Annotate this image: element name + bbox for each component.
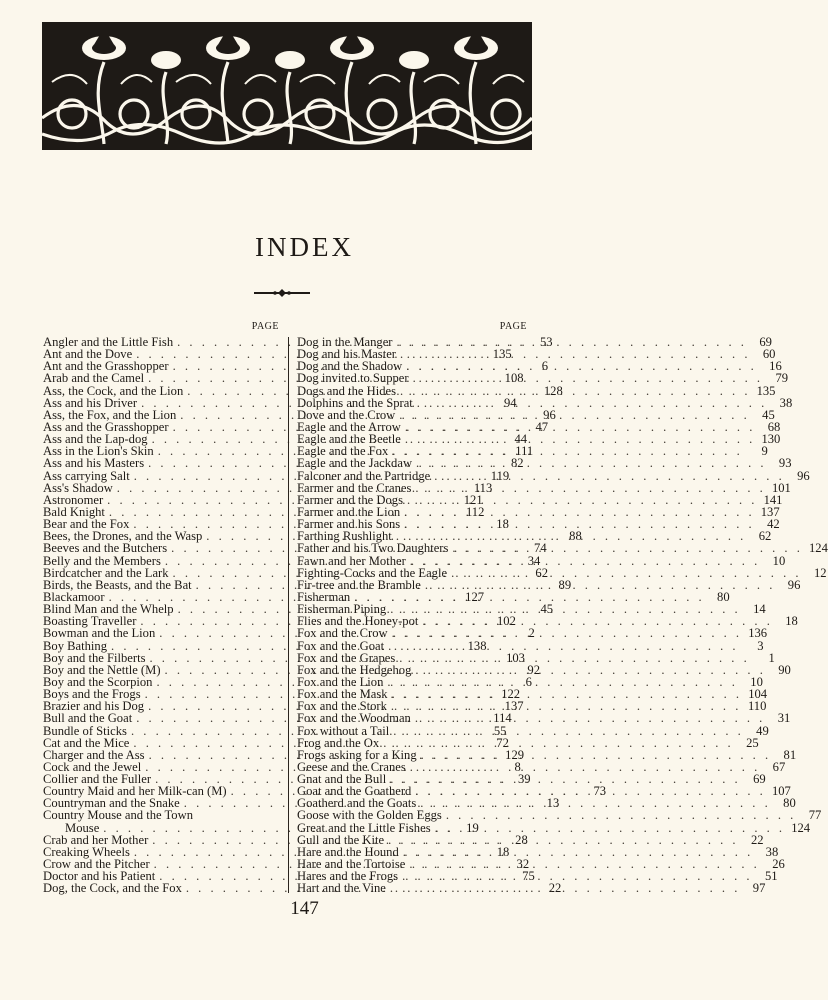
index-entry bbox=[297, 808, 822, 823]
page-ref: 3 bbox=[757, 638, 764, 653]
page-ref: 31 bbox=[777, 711, 791, 726]
page-ref: 67 bbox=[772, 759, 786, 774]
dot-leader bbox=[448, 542, 802, 554]
page-ref: 34 bbox=[527, 553, 541, 568]
index-entry bbox=[297, 711, 791, 726]
fable-title: Goat and the Goatherd bbox=[297, 784, 412, 799]
page-ref: 8 bbox=[514, 759, 521, 774]
page-ref: 75 bbox=[522, 869, 535, 884]
fable-title: Doctor and his Patient bbox=[43, 869, 156, 884]
page-ref: 93 bbox=[778, 456, 792, 471]
fable-title: Birds, the Beasts, and the Bat bbox=[43, 577, 192, 592]
page-ref: 97 bbox=[752, 881, 766, 896]
page-ref: 124 bbox=[791, 820, 811, 835]
page-ref: 9 bbox=[761, 444, 768, 459]
fable-title: Fawn and her Mother bbox=[297, 553, 406, 568]
dot-leader bbox=[395, 652, 749, 664]
page-ref: 113 bbox=[473, 480, 493, 495]
dot-leader bbox=[389, 725, 743, 737]
fable-title: Ass in the Lion's Skin bbox=[43, 444, 154, 459]
page-ref: 49 bbox=[756, 723, 769, 738]
page-ref: 6 bbox=[541, 359, 549, 374]
page-ref: 1 bbox=[768, 650, 775, 665]
page-ref: 38 bbox=[779, 395, 793, 410]
page-ref: 96 bbox=[787, 577, 801, 592]
fable-title: Dog invited to Supper bbox=[297, 371, 409, 386]
page-ref: 111 bbox=[515, 444, 534, 459]
page-ref: 19 bbox=[466, 820, 479, 835]
fable-title: Ass's Shadow bbox=[43, 480, 113, 495]
fable-title: Bald Knight bbox=[43, 504, 105, 519]
fable-title: Goose with the Golden Eggs bbox=[297, 808, 442, 823]
fable-title: Boasting Traveller bbox=[43, 614, 137, 629]
fable-title: Boy and the Scorpion bbox=[43, 674, 153, 689]
index-entry bbox=[297, 723, 769, 738]
fable-title: Fisherman bbox=[297, 589, 351, 604]
page-ref: 73 bbox=[593, 784, 607, 799]
page-ref: 128 bbox=[543, 383, 563, 398]
fable-title: Farmer and the Dogs bbox=[297, 492, 403, 507]
fable-title: Fox and the Lion bbox=[297, 674, 384, 689]
page-ref: 25 bbox=[746, 735, 759, 750]
page-ref: 89 bbox=[558, 577, 572, 592]
dot-leader bbox=[431, 822, 785, 834]
fable-title: Cat and the Mice bbox=[43, 735, 130, 750]
page-ref: 22 bbox=[750, 832, 764, 847]
fable-title: Farmer and the Lion bbox=[297, 504, 401, 519]
dot-leader bbox=[396, 385, 750, 397]
page-ref: 69 bbox=[753, 772, 766, 787]
index-entry bbox=[297, 735, 759, 750]
fable-title: Eagle and the Beetle bbox=[297, 432, 401, 447]
page-ref: 69 bbox=[759, 335, 772, 349]
fable-title: Bundle of Sticks bbox=[43, 723, 127, 738]
page-ref: 55 bbox=[493, 723, 507, 738]
index-entry bbox=[297, 650, 775, 665]
page-ref: 28 bbox=[515, 832, 528, 847]
fable-title: Ass and his Driver bbox=[43, 395, 138, 410]
page-ref: 104 bbox=[748, 687, 768, 702]
fable-title: Arab and the Camel bbox=[43, 371, 145, 386]
fable-title: Fox and the Grapes bbox=[297, 650, 396, 665]
page-ref: 141 bbox=[763, 492, 783, 507]
page-ref: 121 bbox=[463, 492, 483, 507]
page-ref: 60 bbox=[762, 347, 776, 362]
fable-title: Charger and the Ass bbox=[43, 747, 145, 762]
fable-title: Hare and the Tortoise bbox=[297, 857, 406, 872]
page-ref: 53 bbox=[540, 335, 553, 349]
fable-title: Dog, the Cock, and the Fox bbox=[43, 881, 182, 896]
fable-title: Bowman and the Lion bbox=[43, 626, 156, 641]
column-divider bbox=[288, 337, 289, 893]
page-ref: 129 bbox=[505, 747, 525, 762]
fable-title: Cock and the Jewel bbox=[43, 759, 142, 774]
page-ref: 90 bbox=[778, 662, 791, 677]
dot-leader bbox=[412, 457, 766, 469]
fable-title: Countryman and the Snake bbox=[43, 796, 180, 811]
page-ref: 6 bbox=[525, 674, 532, 689]
fable-title: Boy and the Filberts bbox=[43, 650, 146, 665]
fable-title: Belly and the Members bbox=[43, 553, 161, 568]
fable-title: Boy and the Nettle (M) bbox=[43, 662, 161, 677]
dot-leader bbox=[388, 627, 742, 639]
fable-title: Hart and the Vine bbox=[297, 881, 386, 896]
fable-title: Eagle and the Arrow bbox=[297, 419, 401, 434]
page-ref: 39 bbox=[517, 772, 531, 787]
fable-title: Flies and the Honey-pot bbox=[297, 614, 419, 629]
fable-title: Ant and the Grasshopper bbox=[43, 359, 169, 374]
page-column-header: PAGE bbox=[251, 321, 279, 332]
page-ref: 112 bbox=[465, 504, 485, 519]
fable-title: Birdcatcher and the Lark bbox=[43, 565, 169, 580]
page-ref: 130 bbox=[761, 432, 781, 447]
page-ref: 137 bbox=[504, 699, 524, 714]
page-ref: 82 bbox=[510, 456, 524, 471]
page-ref: 44 bbox=[514, 432, 528, 447]
dot-leader bbox=[406, 555, 760, 567]
fable-title: Fox and the Goat bbox=[297, 638, 385, 653]
fable-title: Fox and the Mask bbox=[297, 687, 388, 702]
page-ref: 107 bbox=[771, 784, 791, 799]
page-ref: 108 bbox=[504, 371, 524, 386]
index-entry bbox=[297, 371, 789, 386]
fable-title: Brazier and his Dog bbox=[43, 699, 145, 714]
page-ref: 74 bbox=[534, 541, 547, 556]
dot-leader bbox=[411, 712, 765, 724]
dot-leader bbox=[430, 470, 784, 482]
title-ornamental-rule bbox=[254, 288, 310, 298]
page-ref: 77 bbox=[808, 808, 822, 823]
dot-leader bbox=[447, 567, 801, 579]
fable-title: Gnat and the Bull bbox=[297, 772, 387, 787]
fable-title: Fox without a Tail bbox=[297, 723, 390, 738]
page-ref: 96 bbox=[797, 468, 810, 483]
fable-title: Fisherman Piping bbox=[297, 602, 387, 617]
fable-title: Boys and the Frogs bbox=[43, 687, 141, 702]
page-ref: 88 bbox=[569, 529, 582, 544]
fable-title: Country Mouse and the Town bbox=[43, 808, 193, 823]
fable-title: Blind Man and the Whelp bbox=[43, 602, 174, 617]
page-ref: 10 bbox=[772, 553, 786, 568]
page-ref: 10 bbox=[750, 674, 763, 689]
page-ref: 51 bbox=[764, 869, 778, 884]
page-ref: 14 bbox=[753, 602, 766, 617]
index-entry bbox=[43, 809, 279, 821]
fable-title: Dog in the Manger bbox=[297, 335, 393, 349]
fable-title: Father and his Two Daughters bbox=[297, 541, 449, 556]
page-ref: 68 bbox=[767, 419, 781, 434]
index-entry bbox=[297, 480, 791, 495]
page-ref: 62 bbox=[758, 529, 772, 544]
page-ref: 47 bbox=[535, 419, 549, 434]
fable-title: Blackamoor bbox=[43, 589, 105, 604]
page-ref: 45 bbox=[540, 602, 554, 617]
fable-title: Fox and the Woodman bbox=[297, 711, 411, 726]
page-ref: 138 bbox=[467, 638, 487, 653]
fable-title: Frogs asking for a King bbox=[297, 747, 417, 762]
page-ref: 136 bbox=[748, 626, 768, 641]
page-ref: 32 bbox=[516, 857, 530, 872]
index-entry bbox=[297, 820, 811, 835]
page-ref: 26 bbox=[772, 857, 785, 872]
fable-title: Fox and the Hedgehog bbox=[297, 662, 412, 677]
page-ref: 103 bbox=[506, 650, 525, 665]
fable-title: Gull and the Kite bbox=[297, 832, 385, 847]
fable-title: Ass, the Fox, and the Lion bbox=[43, 407, 177, 422]
page-ref: 16 bbox=[769, 359, 782, 374]
page-ref: 80 bbox=[717, 589, 730, 604]
dot-leader bbox=[386, 882, 740, 894]
page-ref: 12 bbox=[813, 565, 827, 580]
fable-title: Dog and his Master bbox=[297, 347, 396, 362]
page-ref: 110 bbox=[747, 699, 767, 714]
fable-title: Geese and the Cranes bbox=[297, 759, 406, 774]
page-ref: 42 bbox=[767, 517, 780, 532]
page-ref: 96 bbox=[543, 407, 556, 422]
fable-title: Fox and the Stork bbox=[297, 699, 387, 714]
page-ref: 79 bbox=[775, 371, 789, 386]
fable-title: Falconer and the Partridge bbox=[297, 468, 431, 483]
index-entry bbox=[297, 638, 764, 653]
page-ref: 13 bbox=[546, 796, 560, 811]
page-ref: 80 bbox=[783, 796, 796, 811]
page-ref: 72 bbox=[496, 735, 509, 750]
fable-title: Ass, the Cock, and the Lion bbox=[43, 383, 184, 398]
index-entry bbox=[297, 456, 792, 471]
fable-title: Bear and the Fox bbox=[43, 517, 130, 532]
fable-title: Angler and the Little Fish bbox=[43, 335, 174, 349]
page-ref: 22 bbox=[548, 881, 562, 896]
fable-title: Collier and the Fuller bbox=[43, 772, 152, 787]
fable-title: Eagle and the Jackdaw bbox=[297, 456, 413, 471]
index-entry bbox=[297, 468, 810, 483]
fable-title: Dove and the Crow bbox=[297, 407, 396, 422]
page-ref: 127 bbox=[465, 589, 485, 604]
index-entry bbox=[297, 626, 768, 641]
fable-title: Fox and the Crow bbox=[297, 626, 388, 641]
fable-title: Eagle and the Fox bbox=[297, 444, 389, 459]
page-ref: 135 bbox=[756, 383, 776, 398]
fable-title: Farthing Rushlight bbox=[297, 529, 392, 544]
fable-title: Fir-tree and the Bramble bbox=[297, 577, 421, 592]
dot-leader bbox=[379, 737, 733, 749]
page-ref: 114 bbox=[493, 711, 512, 726]
fable-title: Ass carrying Salt bbox=[43, 468, 130, 483]
dot-leader bbox=[384, 640, 738, 652]
fable-title: Mouse bbox=[65, 820, 100, 835]
fable-title: Dog and the Shadow bbox=[297, 359, 403, 374]
fable-title: Bull and the Goat bbox=[43, 711, 133, 726]
fable-title: Crab and her Mother bbox=[43, 832, 149, 847]
page-ref: 101 bbox=[771, 480, 791, 495]
fable-title: Farmer and his Sons bbox=[297, 517, 401, 532]
fable-title: Hare and the Hound bbox=[297, 844, 399, 859]
fable-title: Ass and his Masters bbox=[43, 456, 145, 471]
page-ref: 119 bbox=[490, 468, 510, 483]
dot-leader bbox=[442, 809, 796, 821]
fable-title: Country Maid and her Milk-can (M) bbox=[43, 784, 227, 799]
fable-title: Ass and the Grasshopper bbox=[43, 419, 169, 434]
page-ref: 18 bbox=[496, 517, 509, 532]
fable-title: Astronomer bbox=[43, 492, 104, 507]
fable-title: Beeves and the Butchers bbox=[43, 541, 168, 556]
fable-title: Frog and the Ox bbox=[297, 735, 380, 750]
fable-title: Hares and the Frogs bbox=[297, 869, 399, 884]
fable-title: Dolphins and the Sprat bbox=[297, 395, 413, 410]
decorative-header-ornament bbox=[42, 22, 532, 150]
page-ref: 94 bbox=[503, 395, 517, 410]
page-ref: 38 bbox=[765, 844, 779, 859]
fable-title: Crow and the Pitcher bbox=[43, 857, 150, 872]
fable-title: Ant and the Dove bbox=[43, 347, 133, 362]
page-ref: 62 bbox=[535, 565, 548, 580]
page-ref: 81 bbox=[783, 747, 797, 762]
fable-title: Boy Bathing bbox=[43, 638, 108, 653]
page-number: 147 bbox=[290, 898, 319, 919]
page-title: INDEX bbox=[255, 232, 354, 262]
page-ref: 2 bbox=[528, 626, 535, 641]
page-ref: 18 bbox=[496, 844, 510, 859]
page-ref: 122 bbox=[501, 687, 521, 702]
fable-title: Ass and the Lap-dog bbox=[43, 432, 148, 447]
page-ref: 124 bbox=[808, 541, 828, 556]
fable-title: Creaking Wheels bbox=[43, 844, 130, 859]
page-column-header: PAGE bbox=[499, 321, 527, 332]
fable-title: Goatherd and the Goats bbox=[297, 796, 417, 811]
page-ref: 45 bbox=[762, 407, 775, 422]
fable-title: Farmer and the Cranes bbox=[297, 480, 412, 495]
fable-title: Fighting-Cocks and the Eagle bbox=[297, 565, 448, 580]
page-ref: 92 bbox=[527, 662, 540, 677]
dot-leader bbox=[409, 372, 763, 384]
page-ref: 135 bbox=[492, 347, 512, 362]
page-ref: 18 bbox=[785, 614, 798, 629]
page-ref: 137 bbox=[760, 504, 780, 519]
fable-title: Dogs and the Hides bbox=[297, 383, 396, 398]
page-ref: 102 bbox=[496, 614, 516, 629]
fable-title: Great and the Little Fishes bbox=[297, 820, 431, 835]
fable-title: Bees, the Drones, and the Wasp bbox=[43, 529, 203, 544]
